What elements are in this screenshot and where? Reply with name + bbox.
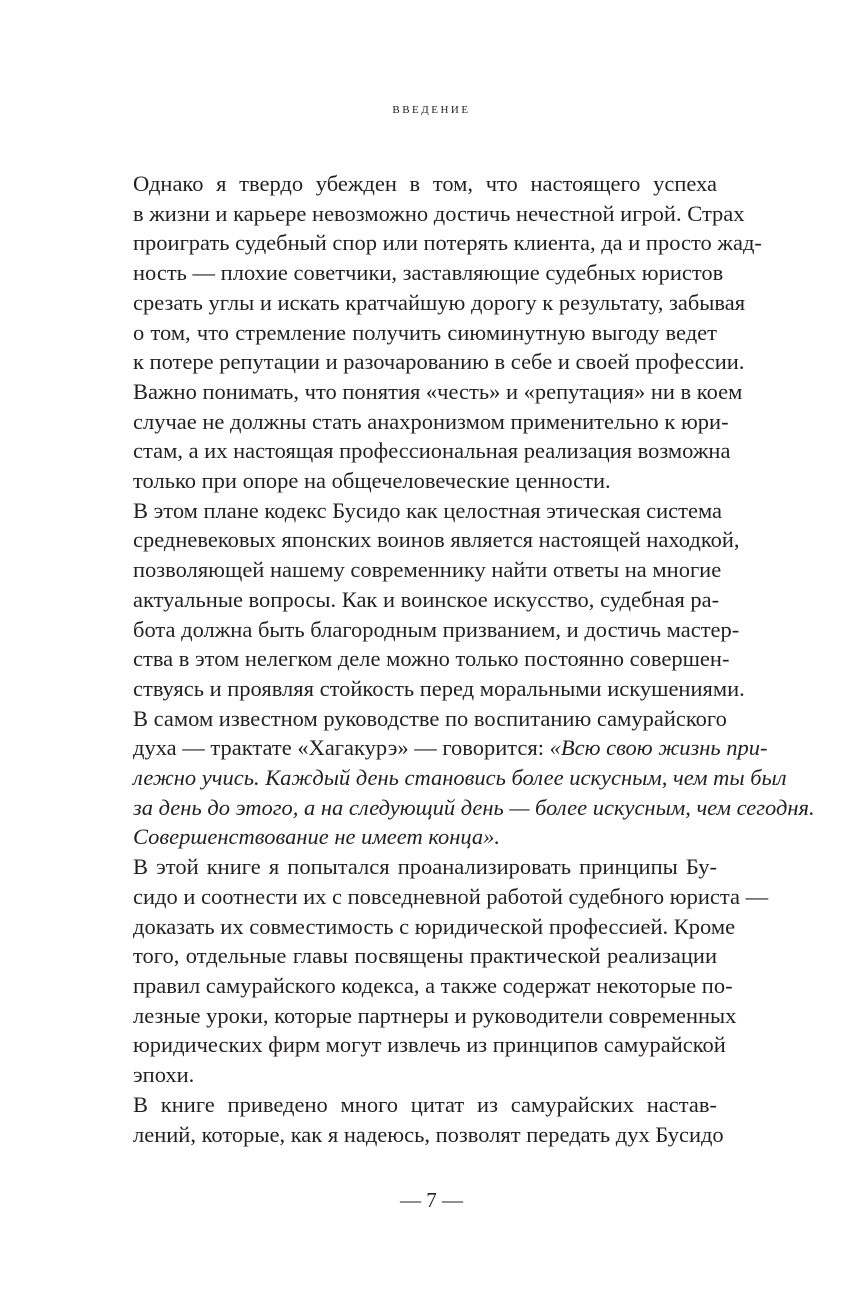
hagakure-quote-line: за день до этого, а на следующий день — более искусным, чем сегодня. bbox=[133, 794, 815, 820]
text-line: Важно понимать, что понятия «честь» и «репутация» ни в коем bbox=[133, 378, 743, 404]
paragraph-1 bbox=[103, 169, 762, 496]
text-line: бота должна быть благородным призванием, и достичь мастер- bbox=[133, 616, 740, 642]
text-line-with-quote bbox=[103, 733, 768, 763]
running-head: введение bbox=[392, 100, 471, 117]
hagakure-quote-line: лежно учись. Каждый день становись более искусным, чем ты был bbox=[133, 765, 787, 791]
text-line: к потере репутации и разочарованию в себе и своей профессии. bbox=[133, 349, 745, 375]
text-line: юридических фирм могут извлечь из принципов самурайской bbox=[133, 1032, 726, 1058]
text-line: В книге приведено много цитат из самурайских настав- bbox=[133, 1091, 717, 1117]
text-line: ность — плохие советчики, заставляющие судебных юристов bbox=[133, 260, 724, 286]
text-line: актуальные вопросы. Как и воинское искусство, судебная ра- bbox=[133, 586, 720, 612]
text-line: сидо и соотнести их с повседневной работой судебного юриста — bbox=[133, 883, 769, 909]
page-number: — 7 — bbox=[400, 1188, 463, 1212]
text-line: срезать углы и искать кратчайшую дорогу к результату, забывая bbox=[133, 289, 746, 315]
text-line: проиграть судебный спор или потерять клиента, да и просто жад- bbox=[133, 230, 762, 256]
text-line: лезные уроки, которые партнеры и руководители современных bbox=[133, 1002, 737, 1028]
text-line: ства в этом нелегком деле можно только постоянно совершен- bbox=[133, 646, 730, 672]
text-line: правил самурайского кодекса, а также содержат некоторые по- bbox=[133, 972, 733, 998]
text-line: о том, что стремление получить сиюминутную выгоду ведет bbox=[133, 319, 717, 345]
body-text bbox=[103, 169, 815, 1149]
text-line: В этой книге я попытался проанализировать принципы Бу- bbox=[133, 854, 717, 880]
text-line: стам, а их настоящая профессиональная реализация возможна bbox=[133, 438, 731, 464]
text-line: В самом известном руководстве по воспитанию самурайского bbox=[133, 705, 727, 731]
text-line: средневековых японских воинов является настоящей находкой, bbox=[133, 527, 740, 553]
paragraph-3 bbox=[103, 852, 769, 1090]
paragraph-2 bbox=[103, 496, 815, 852]
text-line: позволяющей нашему современнику найти ответы на многие bbox=[133, 557, 722, 583]
text-line: случае не должны стать анахронизмом применительно к юри- bbox=[133, 408, 729, 434]
text-fragment: духа — трактате «Хагакурэ» — говорится: bbox=[133, 735, 550, 761]
text-line: только при опоре на общечеловеческие ценности. bbox=[133, 468, 611, 494]
text-line: в жизни и карьере невозможно достичь нечестной игрой. Страх bbox=[133, 200, 745, 226]
text-line: Однако я твердо убежден в том, что настоящего успеха bbox=[133, 171, 717, 196]
hagakure-quote: «Всю свою жизнь при- bbox=[549, 735, 768, 761]
text-line: эпохи. bbox=[133, 1062, 195, 1088]
text-line: В этом плане кодекс Бусидо как целостная этическая система bbox=[133, 497, 723, 523]
text-line: ствуясь и проявляя стойкость перед моральными искушениями. bbox=[133, 675, 745, 701]
text-line: доказать их совместимость с юридической профессией. Кроме bbox=[133, 913, 736, 939]
text-line: того, отдельные главы посвящены практической реализации bbox=[133, 943, 717, 969]
hagakure-quote-line: Совершенствование не имеет конца». bbox=[133, 824, 501, 850]
text-line: лений, которые, как я надеюсь, позволят передать дух Бусидо bbox=[133, 1121, 724, 1147]
paragraph-4 bbox=[103, 1090, 724, 1149]
